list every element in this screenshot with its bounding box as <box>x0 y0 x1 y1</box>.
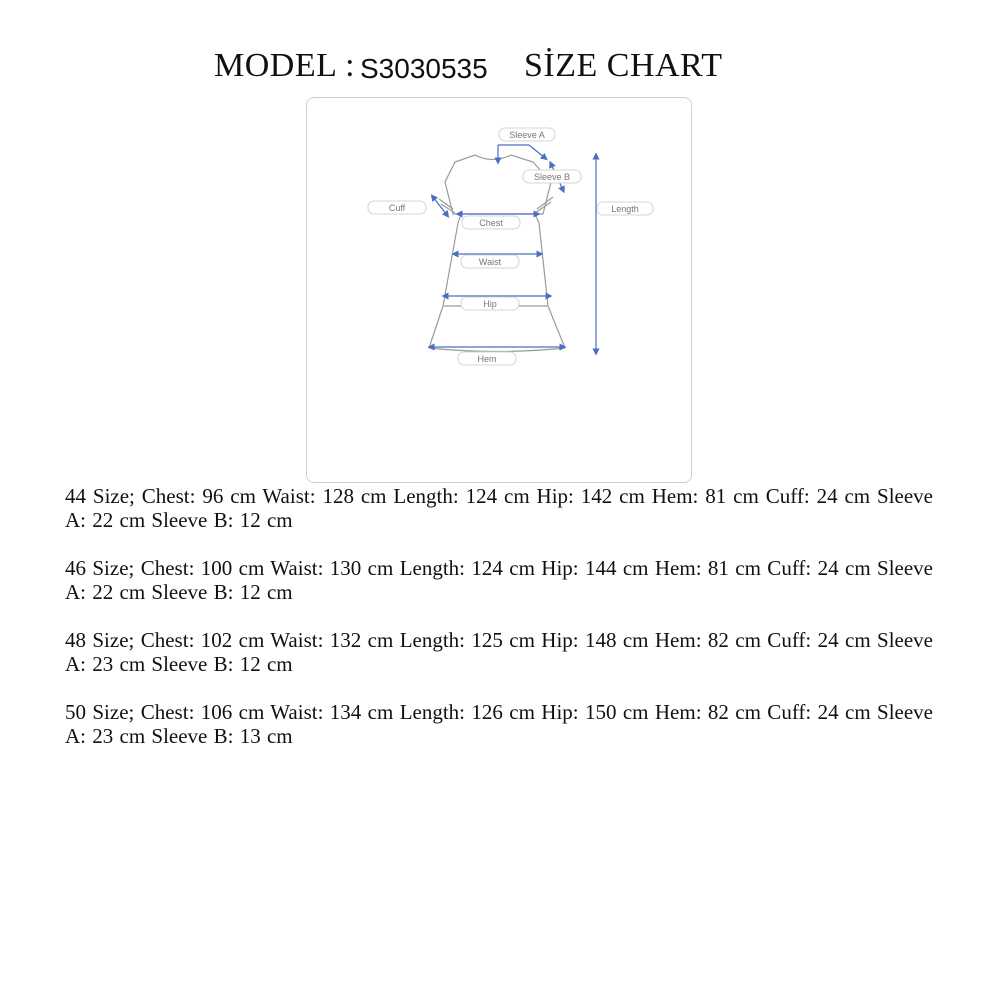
dress-measurement-diagram <box>307 98 693 484</box>
label-hem <box>458 352 516 365</box>
size-row-46: 46 Size; Chest: 100 cm Waist: 130 cm Length: 124 cm Hip: 144 cm Hem: 81 cm Cuff: 24 cm Sleeve A: 22 cm Sleeve B: 12 cm <box>65 556 933 604</box>
label-cuff <box>368 201 426 214</box>
svg-text:Chest: Chest <box>479 218 503 228</box>
model-label: MODEL : <box>214 47 356 84</box>
svg-text:Cuff: Cuff <box>388 203 406 213</box>
svg-text:Hem: Hem <box>477 354 497 364</box>
page-header <box>0 44 1000 88</box>
size-list <box>65 484 933 772</box>
label-length <box>597 202 653 215</box>
label-waist <box>461 255 519 268</box>
svg-text:Waist: Waist <box>478 257 502 267</box>
label-hip <box>461 297 519 310</box>
svg-text:Length: Length <box>611 204 639 214</box>
svg-text:Sleeve A: Sleeve A <box>509 130 545 140</box>
svg-text:Hip: Hip <box>483 299 497 309</box>
label-sleeve-a <box>499 128 555 141</box>
size-row-48: 48 Size; Chest: 102 cm Waist: 132 cm Length: 125 cm Hip: 148 cm Hem: 82 cm Cuff: 24 cm Sleeve A: 23 cm Sleeve B: 12 cm <box>65 628 933 676</box>
svg-text:Sleeve B: Sleeve B <box>533 172 571 182</box>
label-sleeve-b <box>523 170 581 183</box>
garment-diagram <box>306 97 692 483</box>
model-code: S3030535 <box>360 53 488 84</box>
size-row-50: 50 Size; Chest: 106 cm Waist: 134 cm Length: 126 cm Hip: 150 cm Hem: 82 cm Cuff: 24 cm Sleeve A: 23 cm Sleeve B: 13 cm <box>65 700 933 748</box>
label-chest <box>462 216 520 229</box>
size-row-44: 44 Size; Chest: 96 cm Waist: 128 cm Length: 124 cm Hip: 142 cm Hem: 81 cm Cuff: 24 cm Sleeve A: 22 cm Sleeve B: 12 cm <box>65 484 933 532</box>
chart-title: SİZE CHART <box>524 47 723 84</box>
dress-outline <box>429 155 565 352</box>
